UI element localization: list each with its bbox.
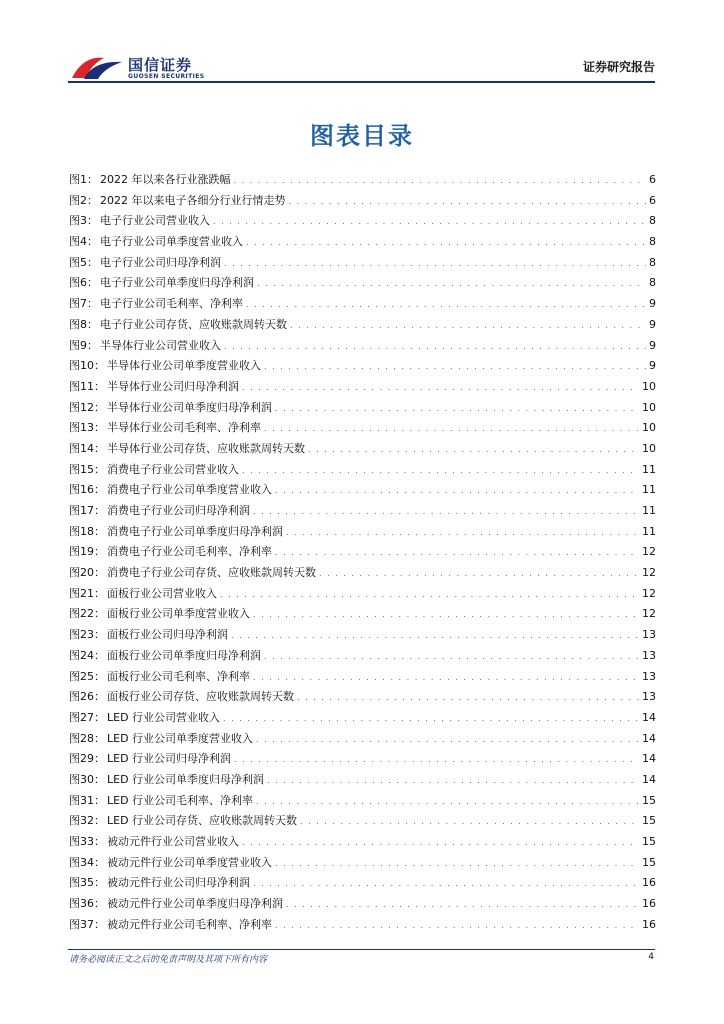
toc-entry-label: 图34： xyxy=(69,855,105,869)
toc-entry-page: 13 xyxy=(642,690,656,704)
toc-entry-page: 10 xyxy=(642,379,656,393)
toc-leader-dots xyxy=(253,502,639,523)
toc-entry[interactable] xyxy=(69,232,656,253)
toc-leader-dots xyxy=(242,833,639,854)
toc-entry-page: 13 xyxy=(642,628,656,642)
toc-entry[interactable] xyxy=(69,832,656,853)
toc-leader-dots xyxy=(253,668,639,689)
guosen-logo-icon xyxy=(70,52,124,82)
toc-entry[interactable] xyxy=(69,253,656,274)
toc-entry-text: 面板行业公司单季度营业收入 xyxy=(107,607,250,621)
toc-entry-text: 半导体行业公司单季度营业收入 xyxy=(107,359,261,373)
toc-entry-page: 8 xyxy=(649,255,656,269)
toc-entry[interactable] xyxy=(69,894,656,915)
toc-entry-text: 电子行业公司营业收入 xyxy=(100,214,210,228)
toc-entry-label: 图31： xyxy=(69,793,105,807)
toc-entry-page: 16 xyxy=(642,917,656,931)
toc-entry-page: 13 xyxy=(642,648,656,662)
toc-leader-dots xyxy=(246,233,646,254)
toc-entry-text: 被动元件行业公司单季度营业收入 xyxy=(107,855,272,869)
toc-entry-page: 12 xyxy=(642,566,656,580)
toc-entry[interactable] xyxy=(69,770,656,791)
toc-entry-text: 消费电子行业公司单季度营业收入 xyxy=(107,483,272,497)
toc-entry[interactable] xyxy=(69,604,656,625)
toc-entry-text: 消费电子行业公司毛利率、净利率 xyxy=(107,545,272,559)
toc-entry[interactable] xyxy=(69,336,656,357)
toc-entry-text: 面板行业公司单季度归母净利润 xyxy=(107,648,261,662)
toc-entry-label: 图1： xyxy=(69,173,98,186)
toc-entry-label: 图5： xyxy=(69,255,98,269)
toc-entry-text: 消费电子行业公司营业收入 xyxy=(107,462,239,476)
toc-entry-page: 14 xyxy=(642,752,656,766)
footer-disclaimer: 请务必阅读正文之后的免责声明及其项下所有内容 xyxy=(69,955,268,965)
toc-entry[interactable] xyxy=(69,460,656,481)
toc-entry-page: 6 xyxy=(649,193,656,207)
toc-entry-label: 图36： xyxy=(69,897,105,911)
toc-entry[interactable] xyxy=(69,873,656,894)
toc-entry-label: 图25： xyxy=(69,669,105,683)
toc-entry[interactable] xyxy=(69,667,656,688)
toc-entry-label: 图37： xyxy=(69,917,105,931)
toc-leader-dots xyxy=(257,274,646,295)
toc-entry-page: 14 xyxy=(642,731,656,745)
toc-leader-dots xyxy=(264,357,646,378)
toc-entry-label: 图30： xyxy=(69,772,105,786)
toc-entry-page: 9 xyxy=(649,359,656,373)
toc-entry-text: 2022 年以来电子各细分行业行情走势 xyxy=(100,193,286,207)
toc-entry-page: 13 xyxy=(642,669,656,683)
toc-leader-dots xyxy=(308,440,639,461)
toc-leader-dots xyxy=(213,212,646,233)
toc-entry-label: 图9： xyxy=(69,338,98,352)
toc-entry-text: 半导体行业公司归母净利润 xyxy=(107,379,239,393)
toc-entry-page: 12 xyxy=(642,607,656,621)
toc-entry-text: 电子行业公司归母净利润 xyxy=(100,255,221,269)
toc-entry[interactable] xyxy=(69,729,656,750)
toc-entry-label: 图2： xyxy=(69,193,98,207)
toc-entry-label: 图27： xyxy=(69,710,105,724)
toc-entry[interactable] xyxy=(69,915,656,936)
toc-entry-text: 电子行业公司毛利率、净利率 xyxy=(100,297,243,311)
toc-entry-label: 图26： xyxy=(69,690,105,704)
toc-entry-text: 半导体行业公司毛利率、净利率 xyxy=(107,421,261,435)
toc-entry[interactable] xyxy=(69,749,656,770)
toc-leader-dots xyxy=(224,337,646,358)
toc-entry-page: 14 xyxy=(642,772,656,786)
toc-leader-dots xyxy=(223,709,639,730)
toc-leader-dots xyxy=(234,171,647,192)
toc-entry-page: 9 xyxy=(649,297,656,311)
toc-entry-label: 图14： xyxy=(69,441,105,455)
toc-entry[interactable] xyxy=(69,687,656,708)
toc-entry[interactable] xyxy=(69,315,656,336)
toc-entry-label: 图12： xyxy=(69,400,105,414)
toc-leader-dots xyxy=(253,874,639,895)
toc-entry-text: LED 行业公司存货、应收账款周转天数 xyxy=(107,814,298,828)
toc-entry-text: 面板行业公司归母净利润 xyxy=(107,628,228,642)
toc-entry-text: LED 行业公司单季度营业收入 xyxy=(107,731,254,745)
toc-entry-label: 图10： xyxy=(69,359,105,373)
page-number: 4 xyxy=(648,952,654,962)
toc-entry-text: 半导体行业公司营业收入 xyxy=(100,338,221,352)
logo-text-en: GUOSEN SECURITIES xyxy=(128,73,205,80)
toc-entry-page: 10 xyxy=(642,421,656,435)
toc-entry-text: 消费电子行业公司存货、应收账款周转天数 xyxy=(107,566,316,580)
toc-leader-dots xyxy=(297,688,639,709)
toc-entry-text: LED 行业公司归母净利润 xyxy=(107,752,232,766)
toc-entry[interactable] xyxy=(69,356,656,377)
toc-leader-dots xyxy=(319,564,639,585)
toc-leader-dots xyxy=(231,626,639,647)
toc-entry[interactable] xyxy=(69,542,656,563)
toc-entry-label: 图35： xyxy=(69,876,105,890)
logo-text-cn: 国信证券 xyxy=(128,56,193,74)
toc-leader-dots xyxy=(286,895,639,916)
toc-entry-page: 6 xyxy=(649,173,656,186)
toc-entry[interactable] xyxy=(69,625,656,646)
toc-leader-dots xyxy=(224,254,646,275)
toc-entry-label: 图11： xyxy=(69,379,105,393)
toc-entry[interactable] xyxy=(69,501,656,522)
toc-entry-label: 图23： xyxy=(69,628,105,642)
toc-entry[interactable] xyxy=(69,811,656,832)
toc-leader-dots xyxy=(242,378,639,399)
toc-entry-page: 12 xyxy=(642,586,656,600)
toc-entry-page: 8 xyxy=(649,235,656,249)
footer-divider xyxy=(68,949,655,950)
toc-entry[interactable] xyxy=(69,439,656,460)
toc-entry[interactable] xyxy=(69,377,656,398)
toc-entry-text: 面板行业公司存货、应收账款周转天数 xyxy=(107,690,294,704)
toc-entry-text: 面板行业公司毛利率、净利率 xyxy=(107,669,250,683)
toc-entry-text: LED 行业公司单季度归母净利润 xyxy=(107,772,265,786)
toc-entry-page: 14 xyxy=(642,710,656,724)
toc-title: 图表目录 xyxy=(310,122,414,150)
toc-entry-label: 图29： xyxy=(69,752,105,766)
toc-entry-text: 面板行业公司营业收入 xyxy=(107,586,217,600)
toc-entry-text: 2022 年以来各行业涨跌幅 xyxy=(100,173,231,186)
toc-entry-label: 图4： xyxy=(69,235,98,249)
toc-leader-dots xyxy=(275,481,639,502)
toc-entry-label: 图19： xyxy=(69,545,105,559)
toc-entry-text: 电子行业公司单季度归母净利润 xyxy=(100,276,254,290)
toc-entry[interactable] xyxy=(69,646,656,667)
toc-entry-page: 15 xyxy=(642,835,656,848)
toc-entry[interactable] xyxy=(69,294,656,315)
toc-entry-label: 图32： xyxy=(69,814,105,828)
toc-entry-page: 11 xyxy=(642,504,656,517)
toc-entry-page: 15 xyxy=(642,855,656,869)
toc-entry-label: 图18： xyxy=(69,524,105,538)
toc-entry[interactable] xyxy=(69,791,656,812)
guosen-logo xyxy=(70,52,230,84)
toc-entry-page: 12 xyxy=(642,545,656,559)
toc-entry-page: 10 xyxy=(642,441,656,455)
toc-entry-page: 9 xyxy=(649,338,656,352)
toc-entry-label: 图16： xyxy=(69,483,105,497)
toc-leader-dots xyxy=(275,543,639,564)
toc-entry-text: 电子行业公司单季度营业收入 xyxy=(100,235,243,249)
toc-entry-page: 8 xyxy=(649,214,656,228)
toc-entry-page: 10 xyxy=(642,400,656,414)
toc-entry-text: 被动元件行业公司单季度归母净利润 xyxy=(107,897,283,911)
toc-entry-page: 11 xyxy=(642,462,656,476)
toc-entry-text: 电子行业公司存货、应收账款周转天数 xyxy=(100,317,287,331)
toc-entry-label: 图13： xyxy=(69,421,105,435)
toc-leader-dots xyxy=(289,192,647,213)
toc-entry-label: 图8： xyxy=(69,317,98,331)
toc-entry-label: 图3： xyxy=(69,214,98,228)
toc-leader-dots xyxy=(234,750,639,771)
toc-entry-label: 图15： xyxy=(69,462,105,476)
toc-list xyxy=(69,170,656,935)
toc-entry-page: 11 xyxy=(642,524,656,538)
toc-entry[interactable] xyxy=(69,853,656,874)
toc-entry-page: 11 xyxy=(642,483,656,497)
toc-entry-text: 半导体行业公司单季度归母净利润 xyxy=(107,400,272,414)
toc-entry-text: 被动元件行业公司毛利率、净利率 xyxy=(107,917,272,931)
toc-entry-label: 图22： xyxy=(69,607,105,621)
toc-entry-text: 被动元件行业公司营业收入 xyxy=(107,835,239,848)
toc-entry[interactable] xyxy=(69,273,656,294)
toc-entry-page: 16 xyxy=(642,876,656,890)
toc-entry[interactable] xyxy=(69,563,656,584)
header-divider xyxy=(68,81,655,83)
toc-leader-dots xyxy=(264,419,639,440)
toc-leader-dots xyxy=(256,730,639,751)
toc-leader-dots xyxy=(220,585,639,606)
toc-entry[interactable] xyxy=(69,708,656,729)
toc-leader-dots xyxy=(286,523,639,544)
toc-entry-text: 半导体行业公司存货、应收账款周转天数 xyxy=(107,441,305,455)
toc-leader-dots xyxy=(246,295,646,316)
toc-entry-text: 被动元件行业公司归母净利润 xyxy=(107,876,250,890)
toc-entry-page: 15 xyxy=(642,793,656,807)
toc-leader-dots xyxy=(275,854,639,875)
toc-entry[interactable] xyxy=(69,191,656,212)
toc-entry-label: 图28： xyxy=(69,731,105,745)
toc-leader-dots xyxy=(264,647,639,668)
toc-entry-text: 消费电子行业公司归母净利润 xyxy=(107,504,250,517)
toc-entry[interactable] xyxy=(69,398,656,419)
toc-leader-dots xyxy=(275,916,639,937)
toc-entry-label: 图17： xyxy=(69,504,105,517)
toc-entry[interactable] xyxy=(69,480,656,501)
toc-entry-text: LED 行业公司毛利率、净利率 xyxy=(107,793,254,807)
toc-entry[interactable] xyxy=(69,522,656,543)
toc-entry[interactable] xyxy=(69,211,656,232)
toc-entry-label: 图21： xyxy=(69,586,105,600)
toc-entry-page: 9 xyxy=(649,317,656,331)
toc-entry-page: 8 xyxy=(649,276,656,290)
toc-leader-dots xyxy=(300,812,639,833)
toc-entry-page: 15 xyxy=(642,814,656,828)
toc-leader-dots xyxy=(242,461,639,482)
toc-entry[interactable] xyxy=(69,584,656,605)
toc-leader-dots xyxy=(256,792,639,813)
toc-entry-label: 图20： xyxy=(69,566,105,580)
toc-entry-text: 消费电子行业公司单季度归母净利润 xyxy=(107,524,283,538)
toc-leader-dots xyxy=(290,316,646,337)
toc-entry-page: 16 xyxy=(642,897,656,911)
toc-entry-label: 图7： xyxy=(69,297,98,311)
toc-entry-label: 图33： xyxy=(69,835,105,848)
toc-entry-text: LED 行业公司营业收入 xyxy=(107,710,221,724)
toc-entry[interactable] xyxy=(69,170,656,191)
toc-leader-dots xyxy=(267,771,639,792)
toc-entry[interactable] xyxy=(69,418,656,439)
toc-entry-label: 图24： xyxy=(69,648,105,662)
toc-entry-label: 图6： xyxy=(69,276,98,290)
toc-leader-dots xyxy=(275,399,639,420)
report-type-label: 证券研究报告 xyxy=(582,60,655,74)
toc-leader-dots xyxy=(253,605,639,626)
